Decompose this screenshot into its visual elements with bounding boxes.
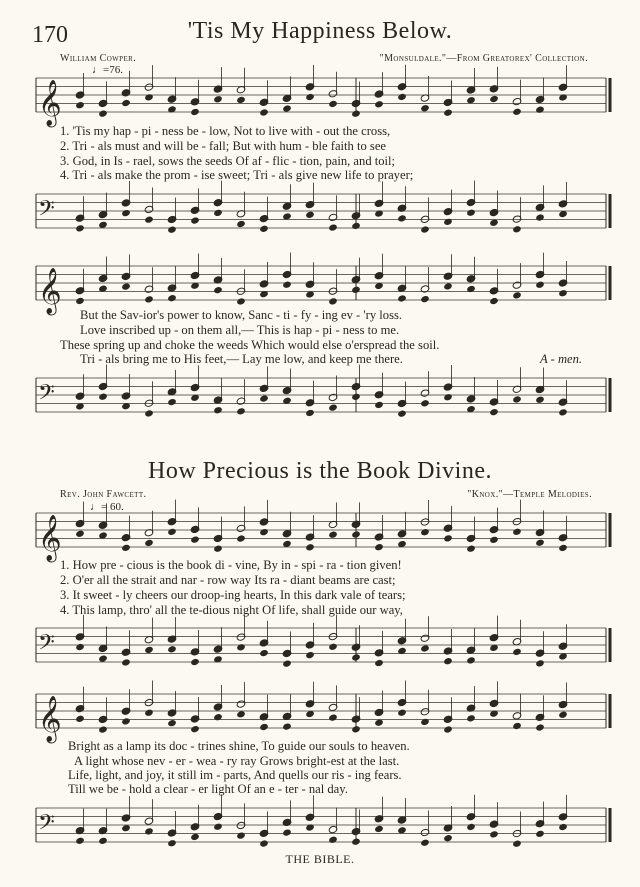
page-number: 170 xyxy=(32,22,68,48)
hymn-1-tempo: ♩=76. xyxy=(92,64,123,76)
hymn-1-l2-verse-3: These spring up and choke the weeds Which would else o'erspread the soil. xyxy=(60,338,440,352)
svg-text:𝄞: 𝄞 xyxy=(38,696,62,742)
hymn-2-l1-verse-1: 1. How pre - cious is the book di - vine, By in - spi - ra - tion given! xyxy=(60,558,402,572)
svg-text:𝄞: 𝄞 xyxy=(38,80,62,126)
hymn-2-l2-verse-3: Life, light, and joy, it still im - parts, And quells our ris - ing fears. xyxy=(68,768,402,782)
hymn-1-title: 'Tis My Happiness Below. xyxy=(187,18,453,44)
hymn-1-l2-verse-2: Love inscribed up - on them all,— This is hap - pi - ness to me. xyxy=(80,323,400,337)
hymn-1-author: William Cowper. xyxy=(60,53,137,64)
hymn-2-l1-verse-2: 2. O'er all the strait and nar - row way Its ra - diant beams are cast; xyxy=(60,573,396,587)
hymn-2-l2-verse-2: A light whose nev - er - wea - ry ray Grows bright-est at the last. xyxy=(74,754,400,768)
hymn-2-bass-staff-2 xyxy=(0,800,640,850)
hymn-2-tune: "Knox."—Temple Melodies. xyxy=(467,489,592,500)
svg-text:𝄢: 𝄢 xyxy=(38,380,55,411)
hymn-2-l2-verse-1: Bright as a lamp its doc - trines shine, To guide our souls to heaven. xyxy=(68,739,410,753)
svg-text:𝄢: 𝄢 xyxy=(38,810,55,841)
hymn-2-l1-verse-4: 4. This lamp, thro' all the te-dious night Of life, shall guide our way, xyxy=(60,603,403,617)
hymn-1-l2-verse-1: But the Sav-ior's power to know, Sanc - ti - fy - ing ev - 'ry loss. xyxy=(80,308,403,322)
hymn-2-treble-staff-1 xyxy=(0,505,640,565)
hymn-2-title: How Precious is the Book Divine. xyxy=(148,458,492,484)
section-footer: THE BIBLE. xyxy=(285,852,355,866)
hymn-1-l1-verse-3: 3. God, in Is - rael, sows the seeds Of af - flic - tion, pain, and toil; xyxy=(60,154,396,168)
hymn-2-bass-staff-1 xyxy=(0,620,640,670)
hymn-1-l1-verse-1: 1. 'Tis my hap - pi - ness be - low, Not to live with - out the cross, xyxy=(60,124,391,138)
hymn-1-l1-verse-2: 2. Tri - als must and will be - fall; But with hum - ble faith to see xyxy=(60,139,387,153)
svg-text:𝄢: 𝄢 xyxy=(38,630,55,661)
hymn-2-l2-verse-4: Till we be - hold a clear - er light Of an e - ter - nal day. xyxy=(68,782,348,796)
hymn-2-tempo: ♩= 60. xyxy=(90,501,124,513)
svg-text:𝄢: 𝄢 xyxy=(38,196,55,227)
hymn-2-author: Rev. John Fawcett. xyxy=(60,489,147,500)
hymn-1-bass-staff-2 xyxy=(0,370,640,420)
hymn-1-tune: "Monsuldale."—From Greatorex' Collection. xyxy=(379,53,588,64)
hymn-2-treble-staff-2 xyxy=(0,686,640,746)
svg-text:𝄞: 𝄞 xyxy=(38,515,62,561)
hymn-1-l2-verse-4: Tri - als bring me to His feet,— Lay me low, and keep me there. xyxy=(80,352,403,366)
svg-text:𝄞: 𝄞 xyxy=(38,268,62,314)
hymn-1-bass-staff-1 xyxy=(0,186,640,236)
hymn-2-l1-verse-3: 3. It sweet - ly cheers our droop-ing hearts, In this dark vale of tears; xyxy=(60,588,406,602)
amen-text: A - men. xyxy=(540,352,583,366)
hymn-1-l1-verse-4: 4. Tri - als make the prom - ise sweet; Tri - als give new life to prayer; xyxy=(60,168,414,182)
hymn-1-treble-staff-1 xyxy=(0,70,640,130)
